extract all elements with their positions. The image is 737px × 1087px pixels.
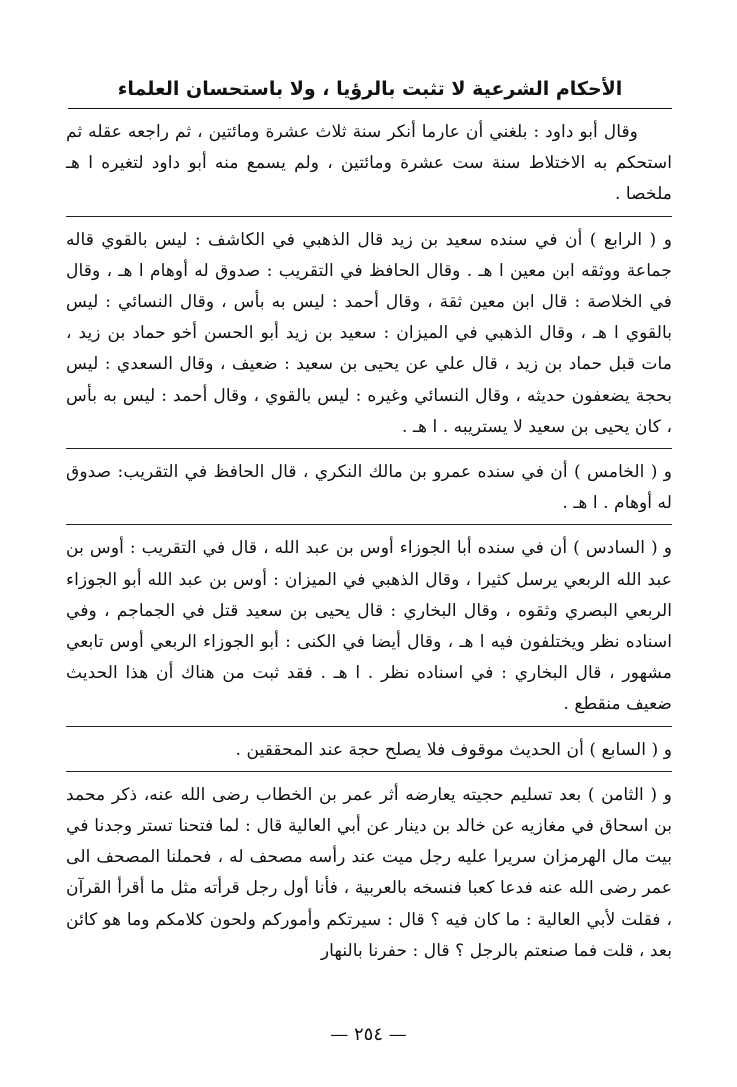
section-divider [66,524,672,525]
section-divider [66,216,672,217]
paragraph-fourth: و ( الرابع ) أن في سنده سعيد بن زيد قال الذهبي في الكاشف : ليس بالقوي قاله جماعة ووثقه ابن معين ا هـ . وقال الحافظ في التقريب : صدوق له أوهام ا هـ ، وقال في الخلاصة : قال ابن معين ثقة ، وقال أحمد : ليس به بأس ، وقال النسائي : ليس بالقوي ا هـ ، وقال الذهبي في الميزان : سعيد بن زيد أبو الحسن أخو حماد بن زيد ، مات قبل حماد بن زيد ، قال علي عن يحيى بن سعيد : ضعيف ، وقال السعدي : ليس بحجة يضعفون حديثه ، وقال النسائي وغيره : ليس بالقوي ، وقال أحمد : ليس به بأس ، كان يحيى بن سعيد لا يستريبه . ا هـ . [66,229,672,437]
paragraph-eighth: و ( الثامن ) بعد تسليم حجيته يعارضه أثر عمر بن الخطاب رضى الله عنه، ذكر محمد بن اسحاق في مغازيه عن خالد بن دينار عن أبي العالية قال : لما فتحنا تستر وجدنا في بيت مال الهرمزان سريرا عليه رجل ميت عند رأسه مصحف له ، فحملنا المصحف الى عمر رضى الله عنه فدعا كعبا فنسخه بالعربية ، فأنا أول رجل قرأته مثل ما أقرأ القرآن ، فقلت لأبي العالية : ما كان فيه ؟ قال : سيرتكم وأموركم ولحون كلامكم وما هو كائن بعد ، قلت فما صنعتم بالرجل ؟ قال : حفرنا بالنهار [66,784,672,961]
paragraph-sixth: و ( السادس ) أن في سنده أبا الجوزاء أوس بن عبد الله ، قال في التقريب : أوس بن عبد الله الربعي يرسل كثيرا ، وقال الذهبي في الميزان : أوس بن عبد الله أبو الجوزاء الربعي البصري وثقوه ، وقال البخاري : قال يحيى بن سعيد قتل في الجماجم ، وفي اسناده نظر ويختلفون فيه ا هـ ، وقال أيضا في الكنى : أبو الجوزاء الربعي أوس تابعي مشهور ، قال البخاري : في اسناده نظر . ا هـ . فقد ثبت من هناك أن هذا الحديث ضعيف منقطع . [66,538,672,715]
header-rule [68,108,672,109]
page-number: — ٢٥٤ — [330,1024,407,1045]
section-divider [66,771,672,772]
paragraph-seventh: و ( السابع ) أن الحديث موقوف فلا يصلح حجة عند المحققين . [235,739,672,760]
section-divider [66,726,672,727]
section-divider [66,448,672,449]
page-body [66,117,672,967]
running-header: الأحكام الشرعية لا تثبت بالرؤيا ، ولا باستحسان العلماء [117,78,623,100]
paragraph-abu-dawud: وقال أبو داود : بلغني أن عارما أنكر سنة ثلاث عشرة ومائتين ، ثم راجعه عقله ثم استحكم به الاختلاط سنة ست عشرة ومائتين ، ولم يسمع منه أبو داود لتغيره ا هـ ملخصا . [66,122,672,205]
paragraph-fifth: و ( الخامس ) أن في سنده عمرو بن مالك النكري ، قال الحافظ في التقريب: صدوق له أوهام . ا هـ . [66,462,672,514]
